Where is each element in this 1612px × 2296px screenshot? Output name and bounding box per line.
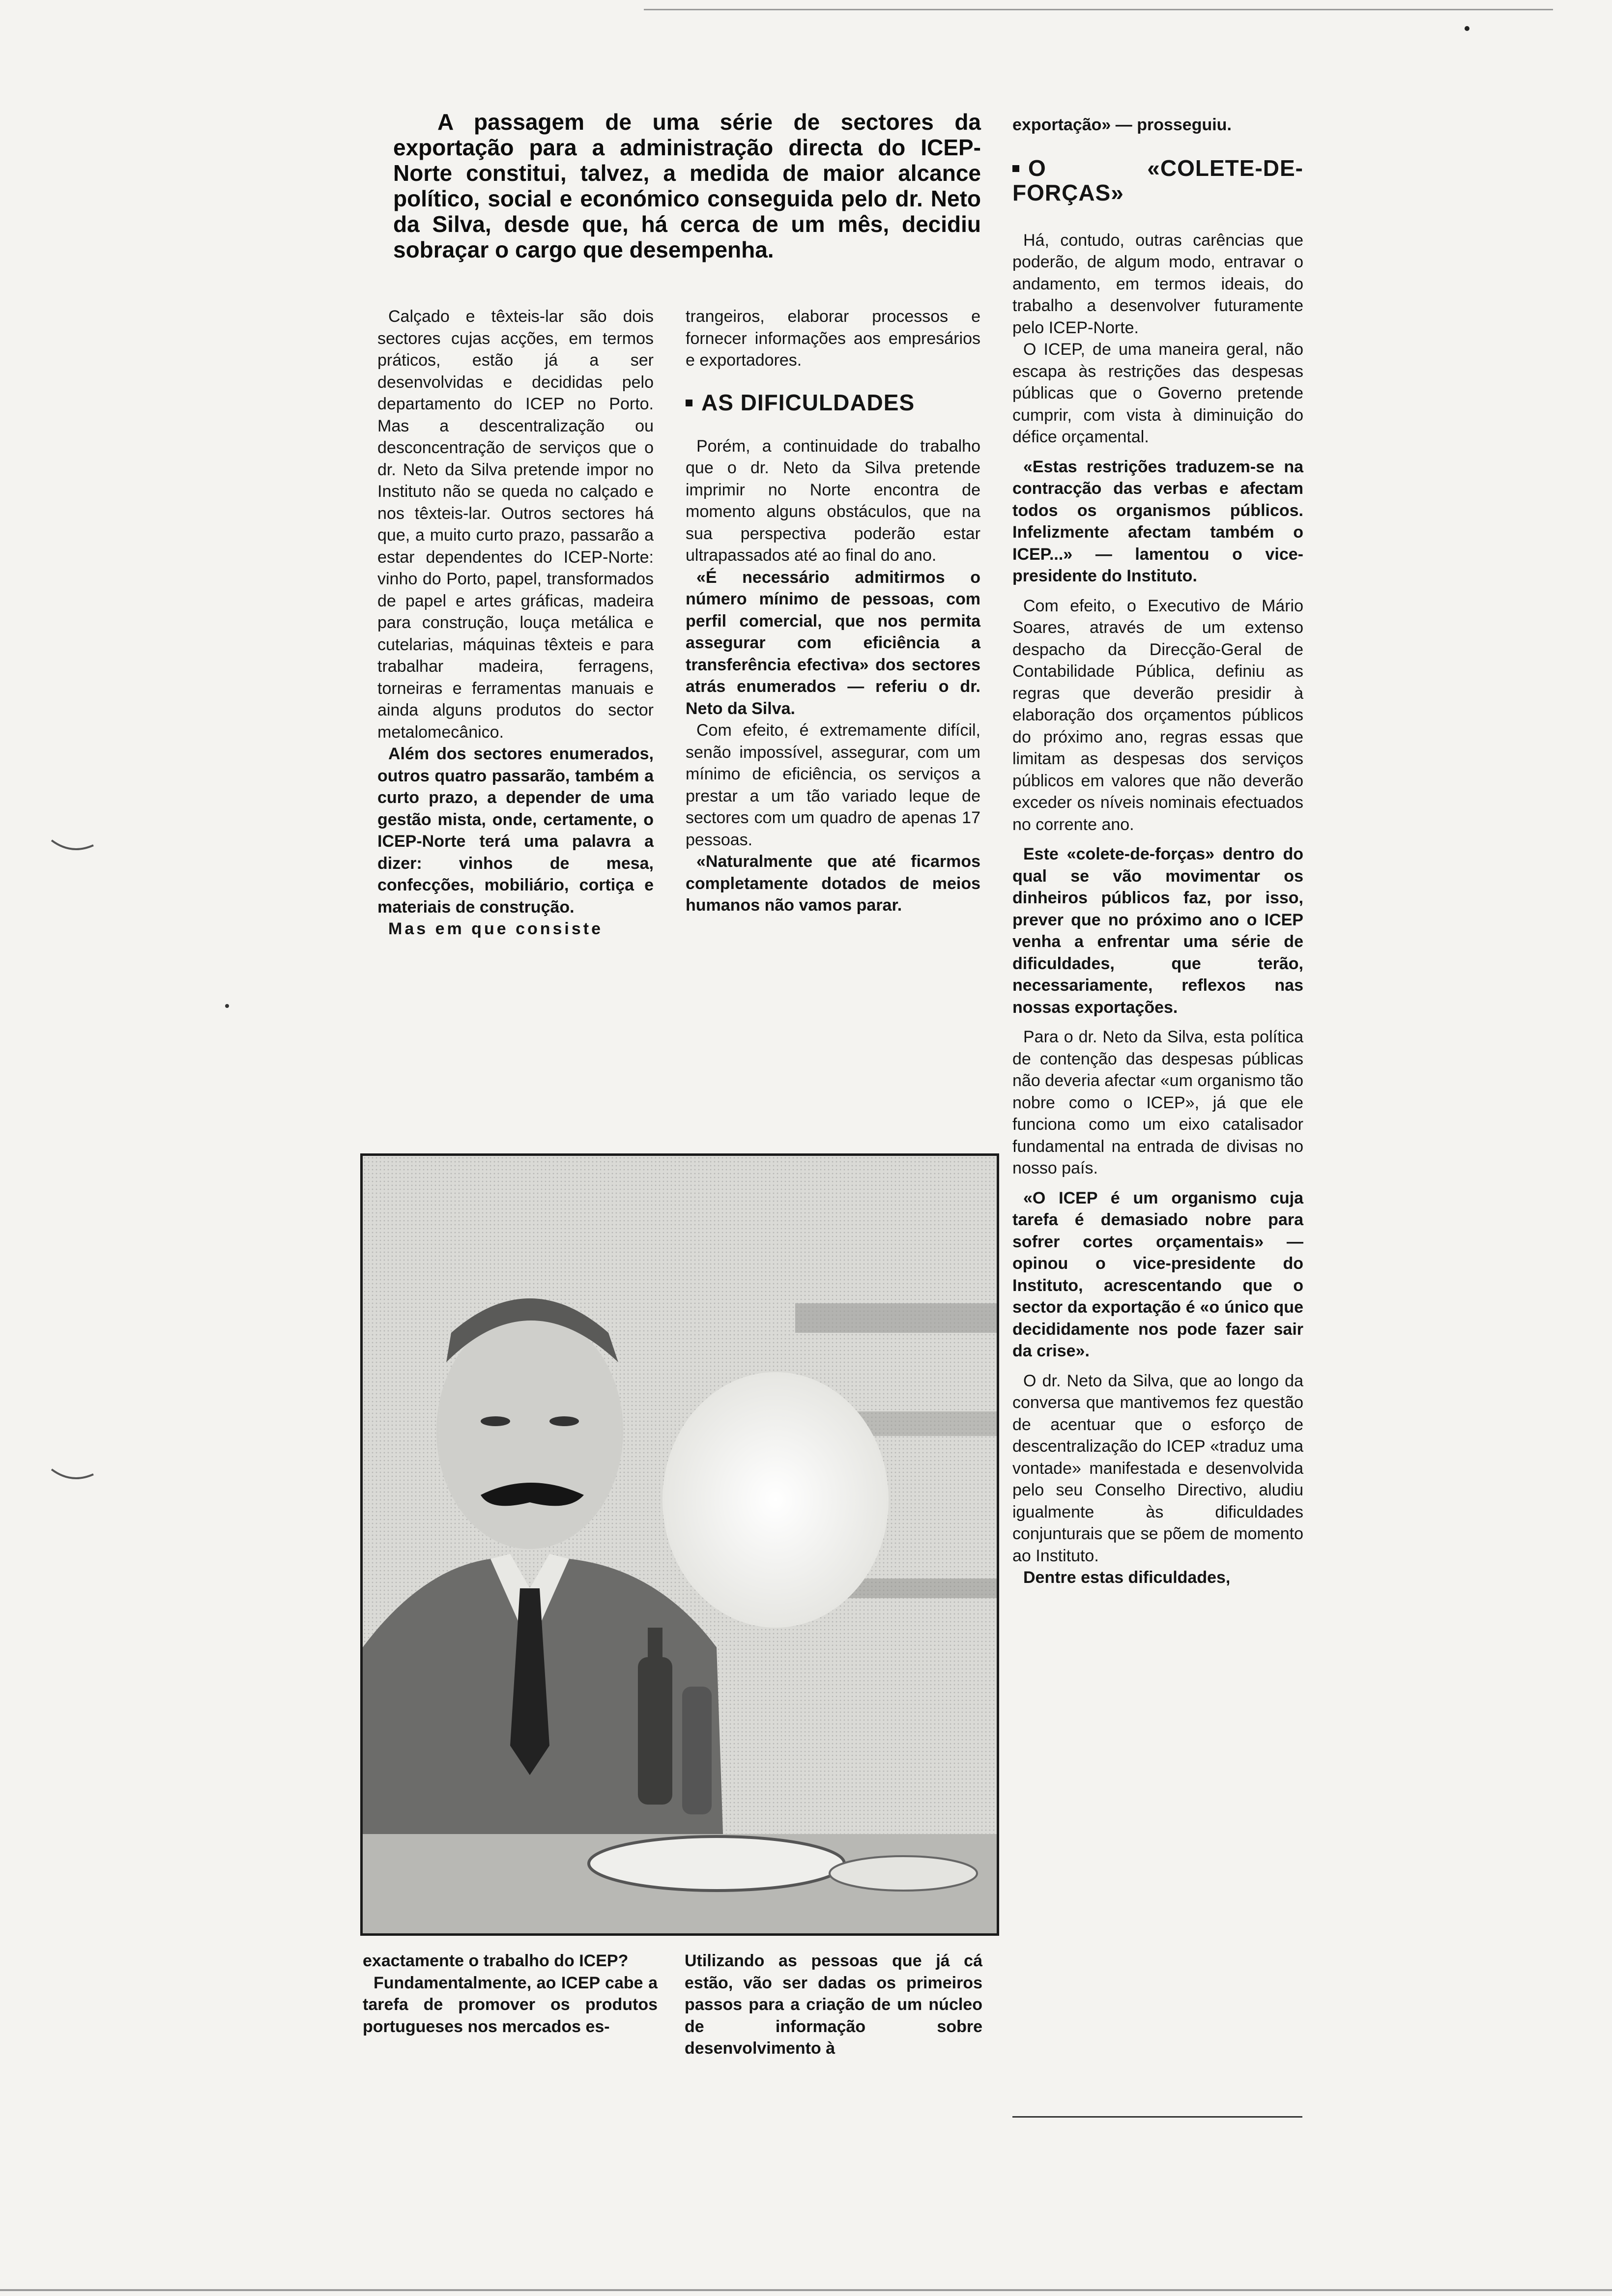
paragraph: Com efeito, o Executivo de Mário Soares, através de um extenso despacho da Direcção-Geral de Contabilidade Pública, definiu as regras que deverão presidir à elaboração dos orçamentos públicos do próximo ano, regras essas que limitam as despesas dos serviços públicos em valores que não deverão exceder os níveis nominais efectuados no corrente ano.: [1012, 596, 1303, 834]
paragraph: «É necessário admitirmos o número mínimo de pessoas, com perfil comercial, que nos permita assegurar com eficiência a transferência efectiva» dos sectores atrás enumerados — referiu o dr. Neto da Silva.: [686, 568, 980, 718]
paragraph: O dr. Neto da Silva, que ao longo da conversa que mantivemos fez questão de acentuar que o esforço de descentralização do ICEP «traduz uma vontade» manifestada e desenvolvida pelo seu Conselho Directivo, aludiu igualmente às dificuldades conjunturais que se põem de momento ao Instituto.: [1012, 1371, 1303, 1565]
scan-mark: [49, 1464, 98, 1484]
paragraph: Calçado e têxteis-lar são dois sectores cujas acções, em termos práticos, estão já a ser desenvolvidas e decididas pelo departamento do ICEP no Porto. Mas a descentralização ou desconcentração de serviços que o dr. Neto da Silva pretende impor no Instituto não se queda no calçado e nos têxteis-lar. Outros sectores há que, a muito curto prazo, passarão a estar dependentes do ICEP-Norte: vinho do Porto, papel, transformados de papel e artes gráficas, madeira para construção, louça metálica e cutelarias, máquinas têxteis e para trabalhar madeira, ferragens, torneiras e ferramentas manuais e ainda alguns produtos do sector metalomecânico.: [377, 307, 654, 742]
column-2-lower: [685, 1950, 982, 2060]
bottom-edge-rule: [0, 2289, 1612, 2291]
square-bullet-icon: [686, 400, 692, 406]
paragraph: Para o dr. Neto da Silva, esta política de contenção das despesas públicas não deveria afectar «um organismo tão nobre como o ICEP», já que ele funciona como um eixo catalisador fundamental na entrada de divisas no nosso país.: [1012, 1028, 1303, 1177]
column-3: [1012, 114, 1303, 1589]
paragraph: Fundamentalmente, ao ICEP cabe a tarefa de promover os produtos portugueses nos mercados es-: [363, 1973, 658, 2036]
subheading-colete: O «COLETE-DE-FORÇAS»: [1012, 155, 1303, 205]
paragraph: Este «colete-de-forças» dentro do qual se vão movimentar os dinheiros públicos faz, por isso, prever que no próximo ano o ICEP venha a enfrentar uma série de dificuldades, que terão, necessariamente, reflexos nas nossas exportações.: [1012, 845, 1303, 1017]
subheading-dificuldades: AS DIFICULDADES: [686, 390, 980, 415]
paragraph: Mas em que consiste: [388, 919, 604, 938]
scan-mark: [49, 835, 98, 855]
paragraph: exactamente o trabalho do ICEP?: [363, 1952, 629, 1970]
top-edge-rule: [644, 9, 1553, 10]
square-bullet-icon: [1012, 165, 1019, 172]
paragraph: Além dos sectores enumerados, outros quatro passarão, também a curto prazo, a depender de uma gestão mista, onde, certamente, o ICEP-Norte terá uma palavra a dizer: vinhos de mesa, confecções, mobiliário, cortiça e materiais de construção.: [377, 745, 654, 917]
paragraph: O ICEP, de uma maneira geral, não escapa às restrições das despesas públicas que o Governo pretende cumprir, com vista à diminuição do défice orçamental.: [1012, 340, 1303, 446]
paragraph: exportação» — prosseguiu.: [1012, 115, 1232, 134]
lead-text: A passagem de uma série de sectores da exportação para a administração directa do ICEP-Norte constitui, talvez, a medida de maior alcance político, social e económico conseguida pelo dr. Neto da Silva, desde que, há cerca de um mês, decidiu sobraçar o cargo que desempenha.: [393, 109, 981, 262]
paragraph: «O ICEP é um organismo cuja tarefa é demasiado nobre para sofrer cortes orçamentais» — opinou o vice-presidente do Instituto, acrescentando que o sector da exportação é «o único que decididamente nos pode fazer sair da crise».: [1012, 1188, 1303, 1360]
scan-dot: [1462, 24, 1472, 33]
column-1-lower: [363, 1950, 658, 2038]
paragraph: «Estas restrições traduzem-se na contracção das verbas e afectam todos os organismos públicos. Infelizmente afectam também o ICEP...» — lamentou o vice-presidente do Instituto.: [1012, 457, 1303, 585]
paragraph: Utilizando as pessoas que já cá estão, vão ser dadas os primeiros passos para a criação de um núcleo de informação sobre desenvolvimento à: [685, 1952, 982, 2058]
paragraph: Porém, a continuidade do trabalho que o dr. Neto da Silva pretende imprimir no Norte encontra de momento alguns obstáculos, que na sua perspectiva poderão estar ultrapassados até ao final do ano.: [686, 436, 980, 565]
paragraph: trangeiros, elaborar processos e fornecer informações aos empresários e exportadores.: [686, 307, 980, 370]
column-end-rule: [1012, 2116, 1302, 2118]
scan-dot: [224, 1003, 230, 1009]
article-lead: [393, 109, 981, 262]
paragraph: «Naturalmente que até ficarmos completamente dotados de meios humanos não vamos parar.: [686, 852, 980, 915]
portrait-photo: [360, 1153, 999, 1936]
paragraph: Dentre estas dificuldades,: [1023, 1568, 1231, 1587]
paragraph: Há, contudo, outras carências que poderão, de algum modo, entravar o andamento, em termos ideais, do trabalho a desenvolver futuramente pelo ICEP-Norte.: [1012, 230, 1303, 337]
column-2-upper: [686, 306, 980, 917]
column-1-upper: [377, 306, 654, 940]
paragraph: Com efeito, é extremamente difícil, senão impossível, assegurar, com um mínimo de eficiência, os serviços a prestar a um tão variado leque de sectores com um quadro de apenas 17 pessoas.: [686, 721, 980, 849]
portrait-illustration: [363, 1156, 997, 1933]
